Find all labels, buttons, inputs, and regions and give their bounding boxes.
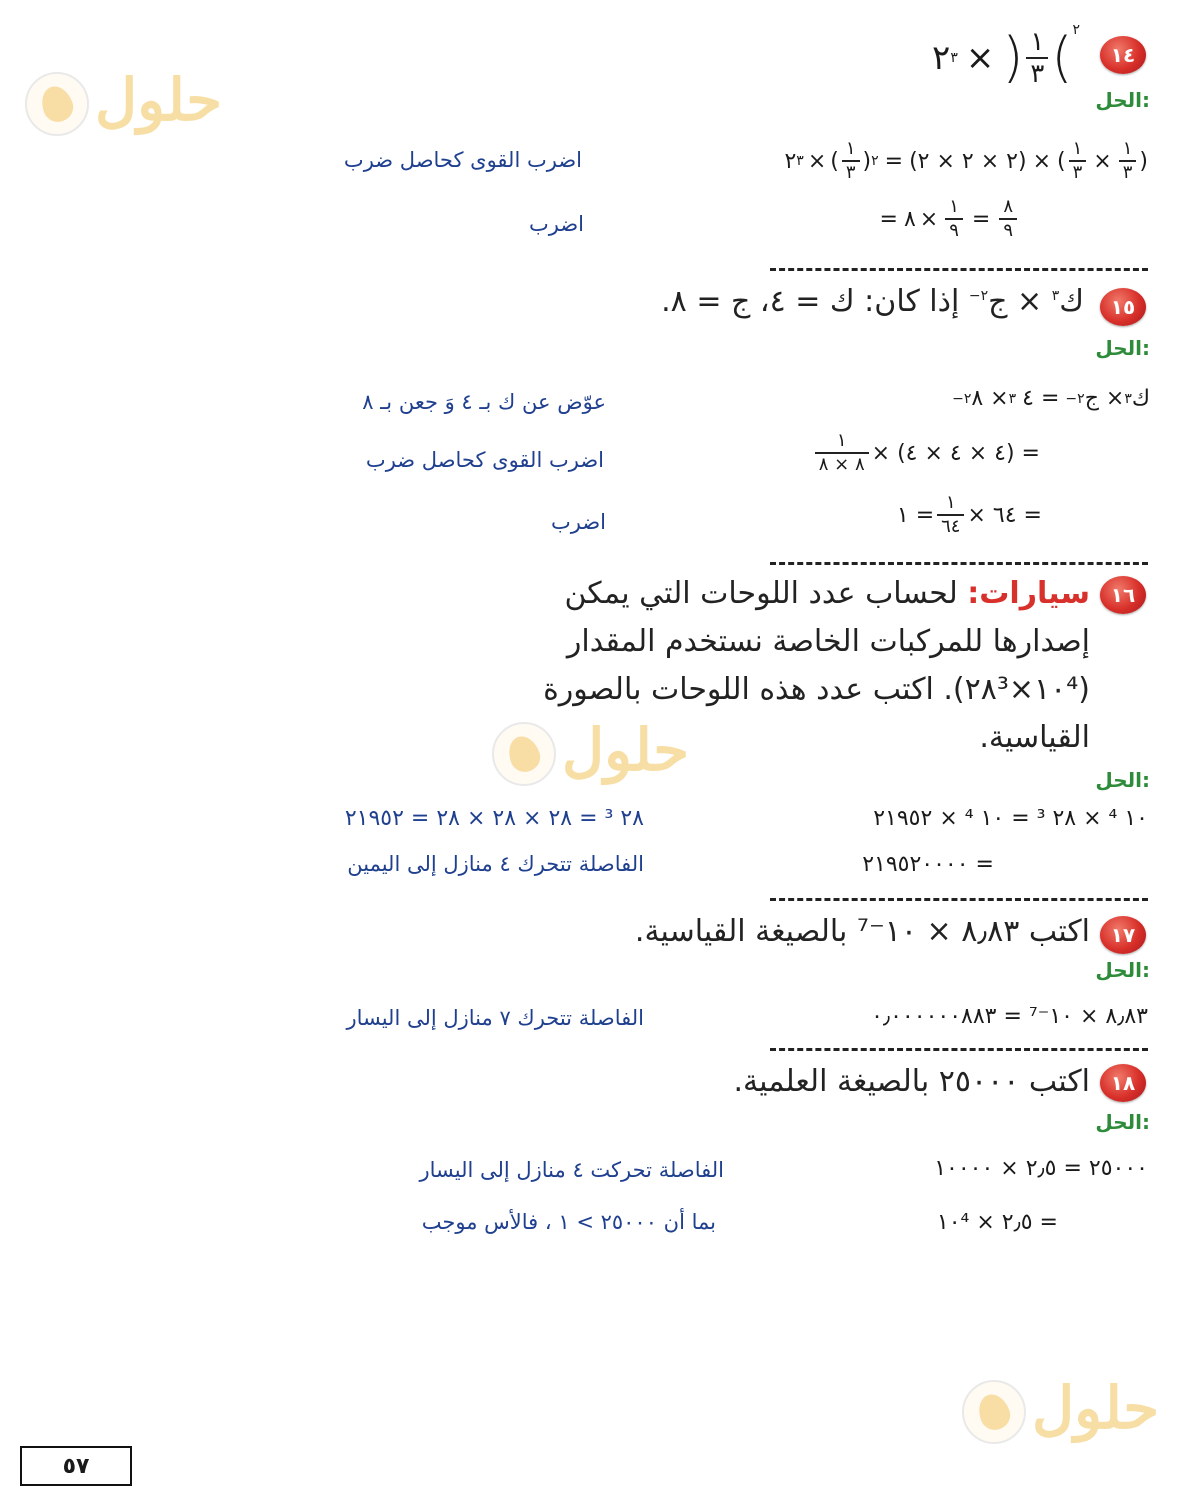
problem-15-prompt: ك$^٣$ × ج$^{-٢}$ إذا كان: ك = ٤، ج = ٨. [661,284,1084,319]
problem-number-badge: ١٨ [1100,1064,1146,1102]
problem-number-badge: ١٤ [1100,36,1146,74]
logo-circle-icon [492,722,556,786]
problem-16-note: الفاصلة تتحرك ٤ منازل إلى اليمين [347,852,644,876]
problem-18-prompt: اكتب ٢٥٠٠٠ بالصيغة العلمية. [733,1064,1090,1099]
problem-14-note-2: اضرب [528,212,584,236]
problem-16-prompt-line-1: سيارات: لحساب عدد اللوحات التي يمكن [564,576,1090,611]
problem-18-note-1: الفاصلة تحركت ٤ منازل إلى اليسار [419,1158,724,1182]
problem-16-title: سيارات: [967,576,1090,611]
problem-14-note-1: اضرب القوى كحاصل ضرب [343,148,582,172]
problem-18-note-2: بما أن ٢٥٠٠٠ > ١ ، فالأس موجب [421,1210,716,1234]
problem-16-line-1-left: ٢٨ ³ = ٢٨ × ٢٨ × ٢٨ = ٢١٩٥٢ [344,806,644,831]
problem-16-prompt-line-3: (١٠⁴×٢٨³). اكتب عدد هذه اللوحات بالصورة [543,672,1090,707]
problem-15-line-2: $\frac{١}{٨ \times ٨}$ = (٤ × ٤ × ٤) × [812,432,1040,474]
page-number: ٥٧ [20,1446,132,1486]
problem-16-line-2-right: = ٢١٩٥٢٠٠٠٠ [862,852,994,877]
section-divider [770,1048,1148,1051]
problem-15-line-3: = ١ $\frac{١}{٦٤}$ = ٦٤ × [896,492,1042,537]
problem-number-badge: ١٧ [1100,916,1146,954]
problem-14-line-2: = ٨ × $\frac{١}{٩}$ = $\frac{٨}{٩}$ [874,198,1020,240]
solution-label: الحل: [1095,1110,1150,1134]
problem-15-note-2: اضرب القوى كحاصل ضرب [365,448,604,472]
solution-label: الحل: [1095,958,1150,982]
solution-label: الحل: [1095,336,1150,360]
problem-15-line-1: ك ٣ × ج −٢ = ٤ ٣ × ٨ −٢ [952,386,1150,411]
problem-number-badge: ١٦ [1100,576,1146,614]
problem-17-line-1: ٨٫٨٣ × ١٠⁻⁷ = ٠٫٠٠٠٠٠٠٨٨٣ [871,1004,1148,1029]
problem-18-line-1: ٢٥٠٠٠ = ٢٫٥ × ١٠٠٠٠ [934,1156,1148,1181]
section-divider [770,268,1148,271]
logo-circle-icon [25,72,89,136]
problem-16-prompt-line-4: القياسية. [979,720,1090,755]
problem-15-note-1: عوّض عن ك بـ ٤ وَ جعن بـ ٨ [362,390,606,414]
section-divider [770,562,1148,565]
problem-17-prompt: اكتب ٨٫٨٣ × ١٠⁻⁷ بالصيغة القياسية. [634,914,1090,949]
logo-circle-icon [962,1380,1026,1444]
problem-14-prompt: ٢ ٣ × ) $\frac{١}{٣}$ ( ٢ [932,22,1080,89]
solution-label: الحل: [1095,768,1150,792]
problem-16-prompt-line-2: إصدارها للمركبات الخاصة نستخدم المقدار [566,624,1090,659]
section-divider [770,898,1148,901]
problem-18-line-2: = ٢٫٥ × ١٠⁴ [936,1210,1058,1235]
problem-14-line-1: ٢ ٣ × ( $\frac{١}{٣}$ ) ٢ = (٢ × ٢ × ٢) × ( $\frac{١}{٣}$ × $\frac{١}{٣}$ ) [784,138,1148,183]
problem-17-note: الفاصلة تتحرك ٧ منازل إلى اليسار [346,1006,644,1030]
solution-label: الحل: [1095,88,1150,112]
problem-number-badge: ١٥ [1100,288,1146,326]
problem-16-line-1-right: ١٠ ⁴ × ٢٨ ³ = ١٠ ⁴ × ٢١٩٥٢ [873,806,1148,831]
problem-15-note-3: اضرب [550,510,606,534]
